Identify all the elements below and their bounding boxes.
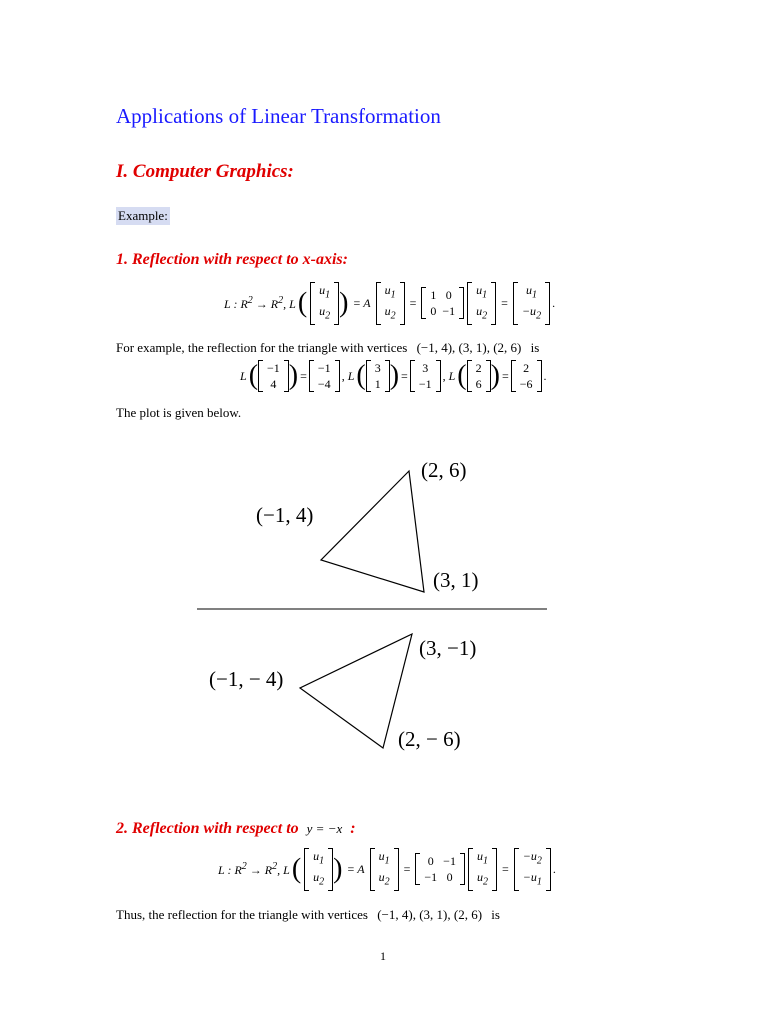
part2-equation: L : $R^2 \to R^2$, L( $u_1$ $u_2$ ) = A $u_1$ $u_2$ = 0 −1 −1 0 $u_1$ $u_2$ = $-u_2$ $-u_1$ .: [216, 848, 558, 891]
result-vector: $u_1$ $-u_2$: [513, 282, 550, 325]
part2-heading: 2. Reflection with respect to y = −x :: [116, 820, 356, 837]
vector-u: $u_1$ $u_2$: [310, 282, 339, 325]
part2-intro: Thus, the reflection for the triangle with vertices (−1, 4), (3, 1), (2, 6) is: [116, 907, 500, 922]
example-label: Example:: [118, 208, 168, 223]
lower-triangle: [300, 634, 412, 748]
label-3-1: (3, 1): [433, 568, 479, 592]
vector-u: $u_1$ $u_2$: [376, 282, 405, 325]
page-title: Applications of Linear Transformation: [116, 104, 441, 128]
label-3-neg1: (3, −1): [419, 636, 477, 660]
matrix-a: 1 0 0 −1: [421, 287, 464, 319]
label-neg1-4: (−1, 4): [256, 503, 314, 527]
plot-caption: The plot is given below.: [116, 405, 242, 420]
result-vector2: $-u_2$ $-u_1$: [514, 848, 551, 891]
part1-equation: L : $R^2 \to R^2$, L( $u_1$ $u_2$ ) = A $u_1$ $u_2$ = 1 0 0 −1 $u_1$ $u_2$ = $u_1$ $-u_2$ .: [222, 282, 557, 325]
label-2-6: (2, 6): [421, 458, 467, 482]
part1-images: L( −1 4 ) = −1 −4 , L( 3 1 ) = 3 −1 , L( 2 6 ) = 2 −6 .: [240, 360, 547, 391]
section-heading: I. Computer Graphics:: [116, 161, 294, 182]
label-2-neg6: (2, − 6): [398, 727, 461, 751]
matrix-a2: 0 −1 −1 0: [415, 853, 465, 885]
part1-heading: 1. Reflection with respect to x-axis:: [116, 251, 348, 268]
upper-triangle: [321, 471, 424, 592]
label-neg1-neg4: (−1, − 4): [209, 667, 284, 691]
part1-intro: For example, the reflection for the triangle with vertices (−1, 4), (3, 1), (2, 6) is: [116, 340, 540, 355]
page-number: 1: [380, 949, 386, 963]
vector-u: $u_1$ $u_2$: [467, 282, 496, 325]
